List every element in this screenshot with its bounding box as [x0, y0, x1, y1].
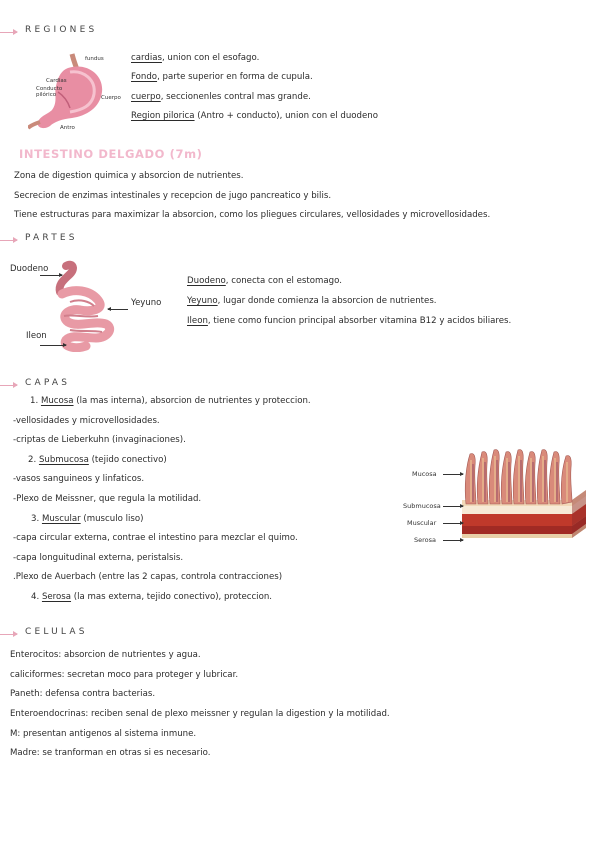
duodeno-pointer	[40, 275, 62, 276]
mucosa-pointer	[443, 474, 463, 475]
capas-line-7: 3. Muscular (musculo liso)	[31, 514, 144, 524]
capas-arrow	[0, 385, 17, 386]
yeyuno-pointer	[108, 309, 128, 310]
celulas-line-1: Enterocitos: absorcion de nutrientes y agua.	[10, 650, 201, 660]
capas-line-10: .Plexo de Auerbach (entre las 2 capas, controla contracciones)	[13, 572, 283, 582]
celulas-line-6: Madre: se tranforman en otras si es necesario.	[10, 748, 211, 758]
partes-arrow	[0, 240, 17, 241]
partes-title: PARTES	[25, 233, 78, 243]
celulas-line-5: M: presentan antigenos al sistema inmune.	[10, 729, 197, 739]
celulas-line-3: Paneth: defensa contra bacterias.	[10, 689, 156, 699]
celulas-arrow	[0, 634, 17, 635]
regiones-item-4: Region pilorica (Antro + conducto), union con el duodeno	[131, 111, 378, 121]
ileon-pointer	[40, 345, 66, 346]
cardias-label: Cardias	[46, 78, 67, 84]
submucosa-pointer	[443, 506, 463, 507]
capas-line-8: -capa circular externa, contrae el intestino para mezclar el quimo.	[13, 533, 298, 543]
fundus-label: fundus	[85, 56, 104, 62]
intestinal-wall-illustration	[462, 446, 586, 552]
partes-item-3: Ileon, tiene como funcion principal absorber vitamina B12 y acidos biliares.	[187, 316, 512, 326]
capas-line-1: 1. Mucosa (la mas interna), absorcion de nutrientes y proteccion.	[30, 396, 311, 406]
serosa-label: Serosa	[414, 536, 437, 544]
regiones-item-3: cuerpo, seccionenles contral mas grande.	[131, 92, 311, 102]
capas-line-4: 2. Submucosa (tejido conectivo)	[28, 455, 167, 465]
intestino-line-1: Zona de digestion quimica y absorcion de nutrientes.	[14, 171, 244, 181]
partes-item-1: Duodeno, conecta con el estomago.	[187, 276, 342, 286]
intestino-line-3: Tiene estructuras para maximizar la absorcion, como los pliegues circulares, vellosidades y microvellosidades.	[14, 210, 491, 220]
regiones-item-2: Fondo, parte superior en forma de cupula.	[131, 72, 313, 82]
ileon-label: Ileon	[26, 331, 47, 341]
capas-title: CAPAS	[25, 378, 71, 388]
capas-line-11: 4. Serosa (la mas externa, tejido conectivo), proteccion.	[31, 592, 273, 602]
mucosa-label: Mucosa	[412, 470, 437, 478]
capas-line-3: -criptas de Lieberkuhn (invaginaciones).	[13, 435, 186, 445]
capas-line-6: -Plexo de Meissner, que regula la motilidad.	[13, 494, 202, 504]
serosa-pointer	[443, 540, 463, 541]
partes-item-2: Yeyuno, lugar donde comienza la absorcion de nutrientes.	[187, 296, 437, 306]
intestino-title: INTESTINO DELGADO (7m)	[19, 147, 203, 161]
regiones-item-1: cardias, union con el esofago.	[131, 53, 260, 63]
muscular-pointer	[443, 523, 463, 524]
celulas-line-4: Enteroendocrinas: reciben senal de plexo meissner y regulan la digestion y la motilidad.	[10, 709, 390, 719]
capas-line-2: -vellosidades y microvellosidades.	[13, 416, 160, 426]
conducto-label: Conducto pilórico	[36, 86, 63, 98]
antro-label: Antro	[60, 125, 75, 131]
capas-line-9: -capa longuitudinal externa, peristalsis.	[13, 553, 184, 563]
regiones-title: REGIONES	[25, 25, 98, 35]
duodeno-label: Duodeno	[10, 264, 49, 274]
yeyuno-label: Yeyuno	[131, 298, 162, 308]
celulas-title: CELULAS	[25, 627, 88, 637]
submucosa-label: Submucosa	[403, 502, 441, 510]
regiones-arrow	[0, 32, 17, 33]
muscular-label: Muscular	[407, 519, 437, 527]
cuerpo-label: Cuerpo	[101, 95, 121, 101]
capas-line-5: -vasos sanguineos y linfaticos.	[13, 474, 145, 484]
celulas-line-2: caliciformes: secretan moco para proteger y lubricar.	[10, 670, 239, 680]
intestino-line-2: Secrecion de enzimas intestinales y recepcion de jugo pancreatico y bilis.	[14, 191, 332, 201]
